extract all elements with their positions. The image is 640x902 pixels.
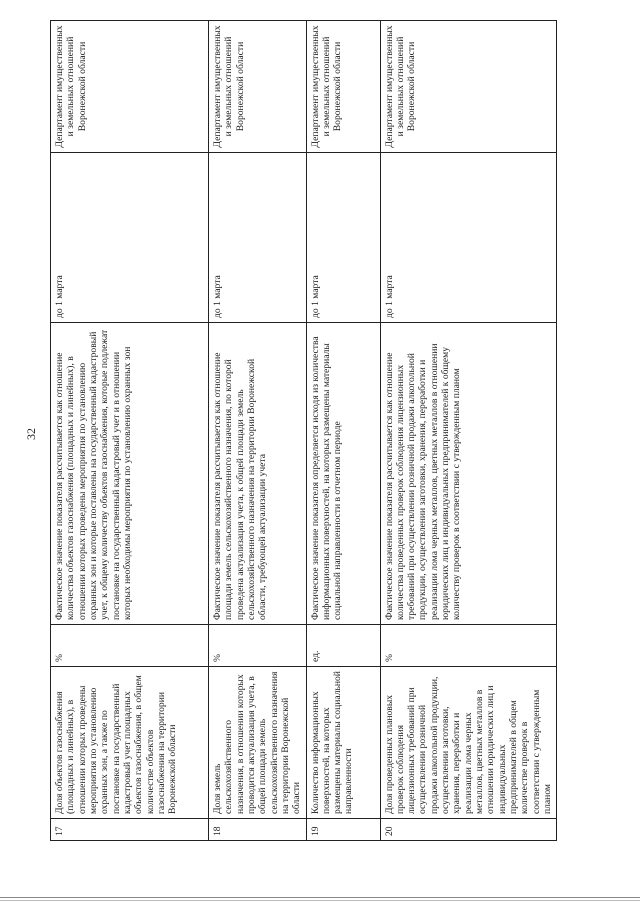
scan-edge-line <box>0 897 640 898</box>
rotated-table-container <box>50 21 553 841</box>
row-number: 17 <box>51 819 209 841</box>
responsible-department: Департамент имущественных и земельных отношений Воронежской области <box>380 21 557 153</box>
indicator-name: Доля объектов газоснабжения (площадных и линейных), в отношении которых проведены мероприятия по установлению охранных зон, а также по постановке на государственный кадастровый учет площадных объектов газоснабжения, в общем количестве объектов газоснабжения на территории Воронежской области <box>51 667 209 819</box>
indicator-name: Доля проведенных плановых проверок соблюдения лицензионных требований при осуществлении розничной продажи алкогольной продукции, осуществлении заготовки, хранения, переработки и реализации лома черных металлов, цветных металлов в отношении юридических лиц и индивидуальных предпринимателей в общем количестве проверок в соответствии с утвержденным планом <box>380 667 557 819</box>
indicator-unit: % <box>51 625 209 667</box>
calculation-method: Фактическое значение показателя рассчитывается как отношение количества объектов газоснабжения (площадных и линейных), в отношении которых проведены мероприятия по установлению охранных зон и которые поставлены на государственный кадастровый учет, к общему количеству объектов газоснабжения, которые подлежат постановке на государственный кадастровый учет и в отношении которых необходимы мероприятия по установлению охранных зон <box>51 323 209 625</box>
responsible-department: Департамент имущественных и земельных отношений Воронежской области <box>306 21 380 153</box>
table-row <box>380 21 557 841</box>
calculation-method: Фактическое значение показателя определяется исходя из количества информационных поверхностей, на которых размещены материалы социальной направленности в отчетном периоде <box>306 323 380 625</box>
responsible-department: Департамент имущественных и земельных отношений Воронежской области <box>51 21 209 153</box>
row-number: 18 <box>209 819 307 841</box>
table-row <box>51 21 209 841</box>
indicator-unit: % <box>209 625 307 667</box>
table-row <box>306 21 380 841</box>
deadline: до 1 марта <box>51 153 209 323</box>
row-number: 19 <box>306 819 380 841</box>
indicator-unit: ед. <box>306 625 380 667</box>
calculation-method: Фактическое значение показателя рассчитывается как отношение площади земель сельскохозяйственного назначения, по которой проведена актуализация учета, к общей площади земель сельскохозяйственного назначения на территории Воронежской области, требующей актуализации учета <box>209 323 307 625</box>
indicator-unit: % <box>380 625 557 667</box>
deadline: до 1 марта <box>306 153 380 323</box>
calculation-method: Фактическое значение показателя рассчитывается как отношение количества проведенных проверок соблюдения лицензионных требований при осуществлении розничной продажи алкогольной продукции, осуществлении заготовки, хранения, переработки и реализации лома черных металлов, цветных металлов в отношении юридических лиц и индивидуальных предпринимателей к общему количеству проверок в соответствии с утвержденным планом <box>380 323 557 625</box>
table-row <box>209 21 307 841</box>
page-number: 32 <box>24 428 38 440</box>
responsible-department: Департамент имущественных и земельных отношений Воронежской области <box>209 21 307 153</box>
indicator-name: Доля земель сельскохозяйственного назначения, в отношении которых проводится актуализация учета, в общей площади земель сельскохозяйственного назначения на территории Воронежской области <box>209 667 307 819</box>
row-number: 20 <box>380 819 557 841</box>
deadline: до 1 марта <box>209 153 307 323</box>
deadline: до 1 марта <box>380 153 557 323</box>
indicator-name: Количество информационных поверхностей, на которых размещены материалы социальной направленности <box>306 667 380 819</box>
indicators-table <box>50 20 557 841</box>
scan-edge-line <box>0 900 640 901</box>
